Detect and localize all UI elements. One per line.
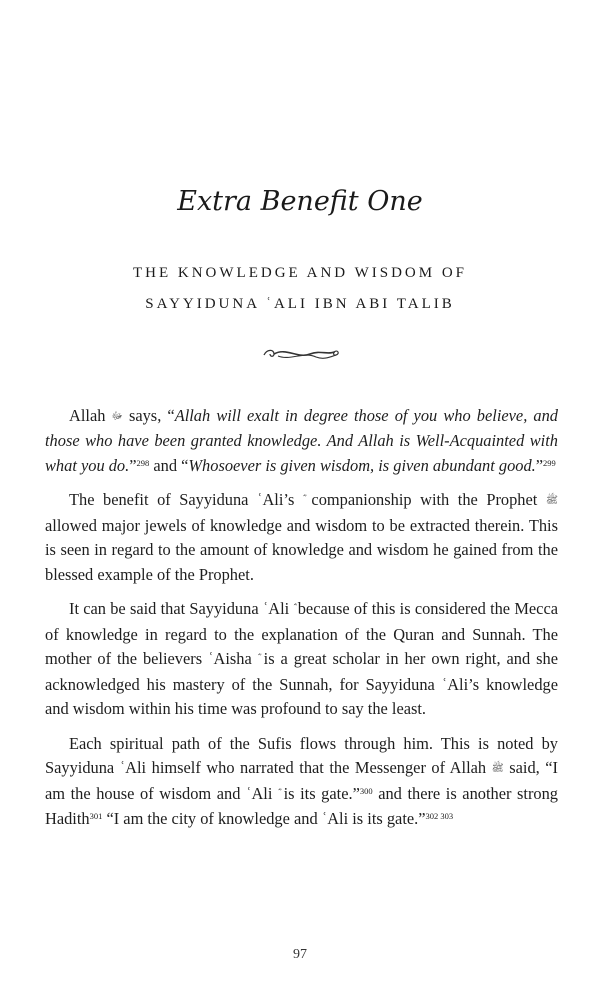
paragraph-1 [45, 404, 558, 478]
honorific-glyph: ﷻ [111, 410, 123, 422]
paragraph-2 [45, 488, 558, 587]
honorific-glyph: ﷺ [545, 495, 558, 507]
p4-text-d: and there is another strong Hadith [45, 783, 558, 829]
p3-text-c: is a great scholar in her own right, and she acknowledged his mastery of the Sunnah, for Sayyiduna ʿAli’s knowledge and wisdom within his time was profound to say the least. [45, 649, 558, 719]
p2-text-a: The benefit of Sayyiduna ʿAli’s [69, 490, 295, 510]
p1-text-a: Allah [69, 406, 106, 425]
quran-quote: Allah will exalt in degree those of you who believe, and those who have been granted knowledge. And Allah is Well-Acquainted with what you do. [45, 406, 558, 475]
body-text [45, 404, 558, 832]
footnote-ref: 302 303 [425, 811, 454, 822]
footnote-ref: 301 [89, 811, 103, 822]
subtitle-line-1: THE KNOWLEDGE AND WISDOM OF [132, 265, 468, 281]
quran-quote: Whosoever is given wisdom, is given abundant good. [188, 455, 536, 475]
p3-text-b: because of this is considered the Mecca of knowledge in regard to the explanation of the Quran and Sunnah. The mother of the believers ʿAisha [45, 599, 558, 669]
p2-text-b: companionship with the Prophet [302, 490, 538, 510]
subtitle-line-2: SAYYIDUNA ʿALI IBN ABI TALIB [145, 296, 455, 312]
p1-text-d: and “ [149, 455, 189, 475]
p4-text-b: said, “I am the house of wisdom and ʿAli [45, 758, 559, 803]
p1-text-e: ” [535, 455, 544, 475]
p3-text-a: It can be said that Sayyiduna ʿAli [69, 599, 290, 619]
p2-text-c: allowed major jewels of knowledge and wisdom to be extracted therein. This is seen in regard to the amount of knowledge and wisdom he gained from the blessed example of the Prophet. [45, 515, 558, 584]
p1-text-c: ” [129, 455, 137, 475]
paragraph-4 [45, 732, 558, 832]
chapter-subtitle [0, 258, 600, 320]
paragraph-3 [45, 597, 558, 721]
footnote-ref: 299 [543, 457, 556, 468]
p1-text-b: says, “ [122, 406, 175, 425]
page-number: 97 [293, 947, 307, 962]
honorific-glyph: ﷺ [491, 763, 504, 775]
p4-text-a: Each spiritual path of the Sufis flows through him. This is noted by Sayyiduna ʿAli himself who narrated that the Messenger of Allah [45, 733, 558, 778]
footnote-ref: 300 [359, 785, 373, 796]
chapter-title: Extra Benefit One [177, 186, 423, 217]
p4-text-e: “I am the city of knowledge and ʿAli is its gate.” [102, 809, 426, 829]
flourish-ornament-icon [258, 343, 342, 363]
p4-text-c: is its gate.” [278, 783, 360, 803]
footnote-ref: 298 [136, 457, 150, 468]
